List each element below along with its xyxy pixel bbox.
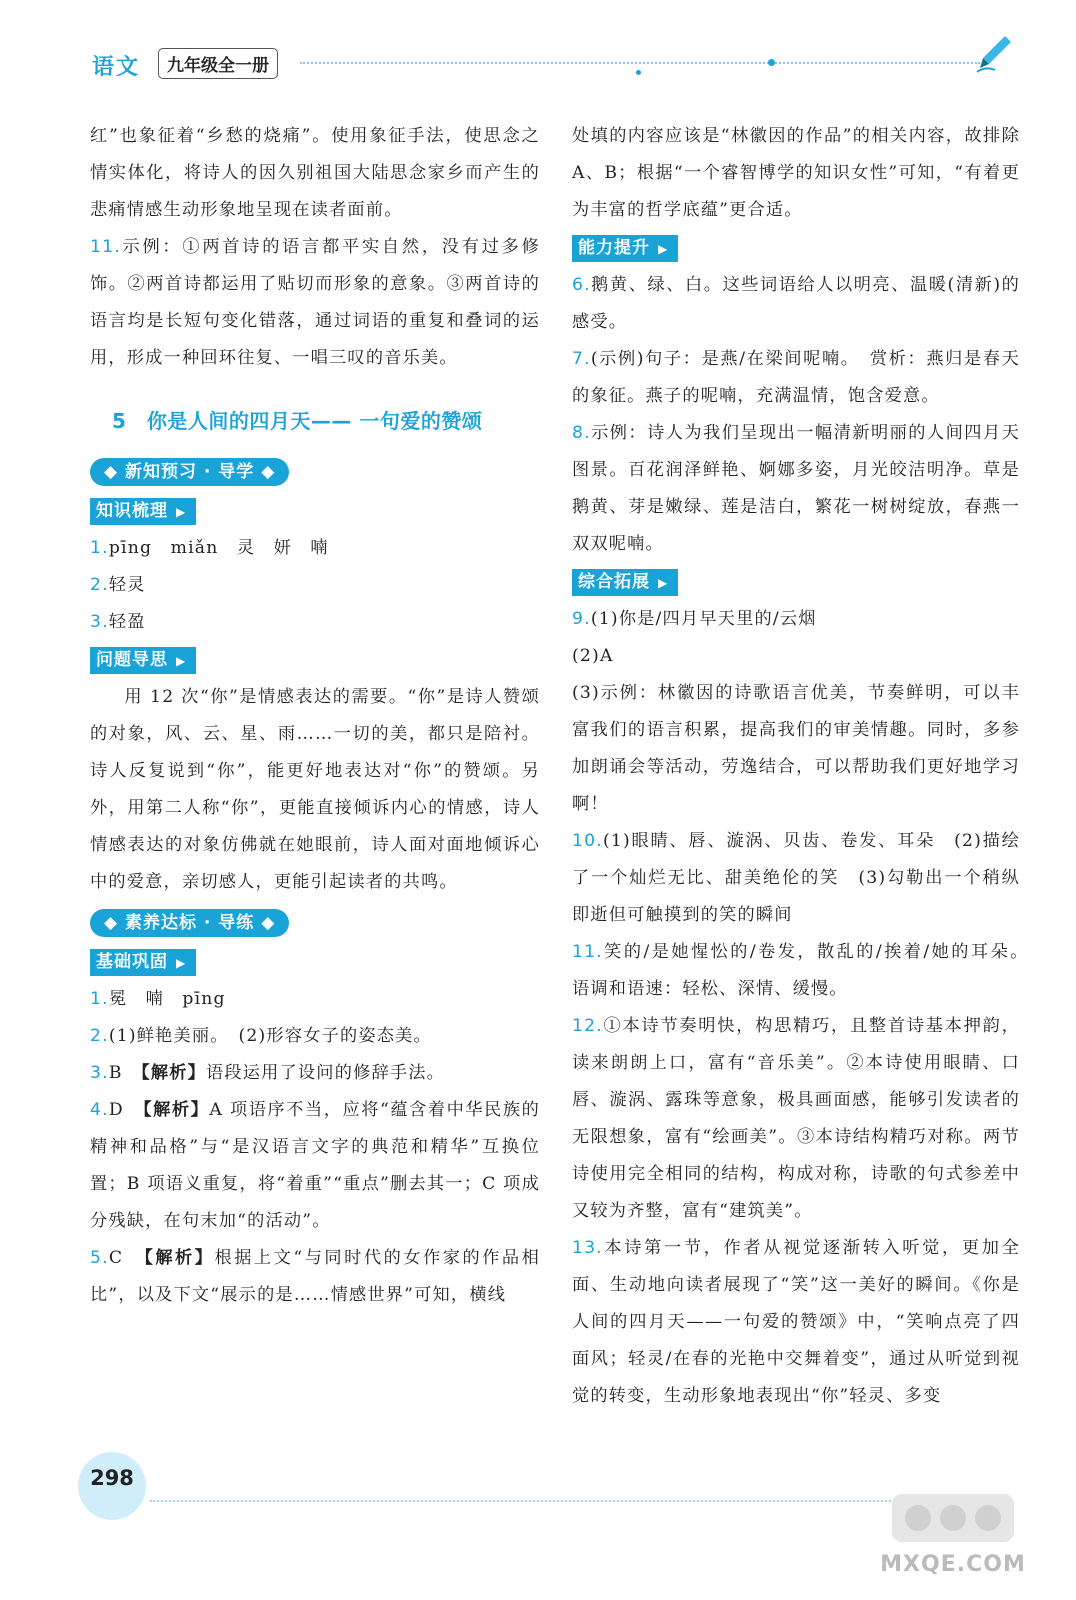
tag-heading-knowledge (90, 498, 196, 525)
page-number: 298 (90, 1466, 134, 1490)
answer-number: 2. (90, 1026, 109, 1046)
tag-heading-question (90, 647, 196, 674)
answer-11 (90, 229, 540, 377)
answer-z1 (90, 530, 540, 567)
continued-text: 红”也象征着“乡愁的烧痛”。使用象征手法，使思念之情实体化，将诗人的因久别祖国大陆思念家乡而产生的悲痛情感生动形象地呈现在读者面前。 (90, 126, 540, 220)
grade-label: 九年级全一册 (158, 48, 278, 79)
answer-choice: D (108, 1100, 143, 1120)
header-dotted-line (300, 62, 980, 64)
answer-13 (572, 1230, 1020, 1415)
answer-6 (572, 267, 1020, 341)
answer-number: 5. (90, 1248, 109, 1268)
answer-9-part3: (3)示例：林徽因的诗歌语言优美，节奏鲜明，可以丰富我们的语言积累，提高我们的审美情趣。同时，多参加朗诵会等活动，劳逸结合，可以帮助我们更好地学习啊！ (572, 683, 1020, 814)
pill-heading-practice: ◆ 素养达标 · 导练 ◆ (90, 909, 289, 937)
answer-z2 (90, 567, 540, 604)
answer-j2 (90, 1018, 540, 1055)
answer-text: (1)你是/四月早天里的/云烟 (590, 609, 817, 629)
answer-choice: B (108, 1063, 142, 1083)
answer-number: 7. (572, 349, 591, 369)
answer-z3 (90, 604, 540, 641)
answer-number: 4. (90, 1100, 109, 1120)
continued-text: 处填的内容应该是“林徽因的作品”的相关内容，故排除 A、B；根据“一个睿智博学的知识女性”可知，“有着更为丰富的哲学底蕴”更合适。 (572, 126, 1020, 220)
answer-text: pīng miǎn 灵 妍 喃 (108, 538, 329, 558)
answer-text: 冕 喃 pīng (108, 989, 226, 1009)
analysis-label: 【解析】 (141, 1063, 206, 1083)
tag-label: 问题导思 (96, 650, 168, 670)
analysis-label: 【解析】 (144, 1248, 215, 1268)
answer-text: (1)鲜艳美丽。 (2)形容女子的姿态美。 (108, 1026, 432, 1046)
answer-number: 2. (90, 575, 109, 595)
tag-label: 综合拓展 (578, 572, 650, 592)
answer-j1 (90, 981, 540, 1018)
page-header (0, 0, 1076, 90)
watermark-text: MXQE.COM (880, 1552, 1026, 1577)
question-paragraph: 用 12 次“你”是情感表达的需要。“你”是诗人赞颂的对象，风、云、星、雨……一切的美，都只是陪衬。诗人反复说到“你”，能更好地表达对“你”的赞颂。另外，用第二人称“你”，更能直接倾诉内心的情感，诗人情感表达的对象仿佛就在她眼前，诗人面对面地倾诉心中的爱意，亲切感人，更能引起读者的共鸣。 (90, 687, 540, 892)
right-column (572, 118, 1039, 1415)
pill-heading-preview: ◆ 新知预习 · 导学 ◆ (90, 458, 289, 486)
answer-number: 11. (572, 942, 603, 962)
answer-11 (572, 934, 1039, 1008)
section-title: 5 你是人间的四月天—— 一句爱的赞颂 (112, 409, 483, 433)
tag-heading-basic (90, 949, 196, 976)
answer-text: 笑的/是她惺忪的/卷发，散乱的/挨着/她的耳朵。 语调和语速：轻松、深情、缓慢。 (572, 942, 1039, 999)
answer-number: 3. (90, 612, 109, 632)
answer-number: 9. (572, 609, 591, 629)
analysis-label: 【解析】 (142, 1100, 210, 1120)
pen-icon (975, 32, 1015, 74)
answer-text: 轻灵 (108, 575, 146, 595)
answer-text: A 项语序不当，应将“蕴含着中华民族的精神和品格”与“是汉语言文字的典范和精华”互换位置；B 项语义重复，将“着重”“重点”删去其一；C 项成分残缺，在句末加“的活动”。 (90, 1100, 541, 1231)
answer-7 (572, 341, 1020, 415)
answer-text: (示例)句子：是燕/在梁间呢喃。 赏析：燕归是春天的象征。燕子的呢喃，充满温情，饱含爱意。 (572, 349, 1020, 406)
answer-8 (572, 415, 1020, 563)
answer-number: 8. (572, 423, 591, 443)
answer-j5 (90, 1240, 540, 1314)
answer-9-part2: (2)A (572, 646, 614, 666)
answer-text: (1)眼睛、唇、漩涡、贝齿、卷发、耳朵 (2)描绘了一个灿烂无比、甜美绝伦的笑 (3)勾勒出一个稍纵即逝但可触摸到的笑的瞬间 (572, 831, 1020, 925)
tag-label: 能力提升 (578, 238, 650, 258)
tag-heading-ability (572, 235, 678, 262)
tag-label: 基础巩固 (96, 952, 168, 972)
answer-text: ①本诗节奏明快，构思精巧，且整首诗基本押韵，读来朗朗上口，富有“音乐美”。②本诗使用眼睛、口唇、漩涡、露珠等意象，极具画面感，能够引发读者的无限想象，富有“绘画美”。③本诗结构精巧对称。两节诗使用完全相同的结构，构成对称，诗歌的句式参差中又较为齐整，富有“建筑美”。 (572, 1016, 1020, 1221)
answer-number: 11. (90, 237, 121, 257)
header-dot (768, 59, 775, 66)
left-column (90, 118, 540, 1314)
tag-label: 知识梳理 (96, 501, 168, 521)
answer-number: 3. (90, 1063, 109, 1083)
answer-text: 轻盈 (108, 612, 146, 632)
answer-text: 示例：诗人为我们呈现出一幅清新明丽的人间四月天图景。百花润泽鲜艳、婀娜多姿，月光皎洁明净。草是鹅黄、芽是嫩绿、莲是洁白，繁花一树树绽放，春燕一双双呢喃。 (572, 423, 1020, 554)
answer-text: 本诗第一节，作者从视觉逐渐转入听觉，更加全面、生动地向读者展现了“笑”这一美好的瞬间。《你是人间的四月天——一句爱的赞颂》中，“笑响点亮了四面风；轻灵/在春的光艳中交舞着变”，通过从听觉到视觉的转变，生动形象地表现出“你”轻灵、多变 (572, 1238, 1020, 1406)
answer-number: 1. (90, 538, 109, 558)
watermark-logo-icon (878, 1488, 1028, 1598)
triangle-right-icon: ▶ (658, 576, 669, 590)
answer-number: 10. (572, 831, 603, 851)
subject-label: 语文 (92, 55, 141, 80)
triangle-right-icon: ▶ (176, 505, 187, 519)
answer-9 (572, 601, 1020, 638)
header-dot (636, 70, 641, 75)
answer-number: 12. (572, 1016, 603, 1036)
answer-10 (572, 823, 1020, 934)
answer-number: 1. (90, 989, 109, 1009)
triangle-right-icon: ▶ (176, 654, 187, 668)
triangle-right-icon: ▶ (176, 956, 187, 970)
answer-j4 (90, 1092, 540, 1240)
answer-choice: C (108, 1248, 145, 1268)
answer-text: 鹅黄、绿、白。这些词语给人以明亮、温暖(清新)的感受。 (572, 275, 1020, 332)
answer-number: 6. (572, 275, 591, 295)
answer-text: 根据上文“与同时代的女作家的作品相比”，以及下文“展示的是……情感世界”可知，横线 (90, 1248, 540, 1305)
answer-text: 语段运用了设问的修辞手法。 (205, 1063, 446, 1083)
tag-heading-extension (572, 569, 678, 596)
answer-12 (572, 1008, 1020, 1230)
answer-j3 (90, 1055, 540, 1092)
triangle-right-icon: ▶ (658, 242, 669, 256)
answer-number: 13. (572, 1238, 603, 1258)
answer-text: 示例：①两首诗的语言都平实自然，没有过多修饰。②两首诗都运用了贴切而形象的意象。③两首诗的语言均是长短句变化错落，通过词语的重复和叠词的运用，形成一种回环往复、一唱三叹的音乐美。 (90, 237, 540, 368)
